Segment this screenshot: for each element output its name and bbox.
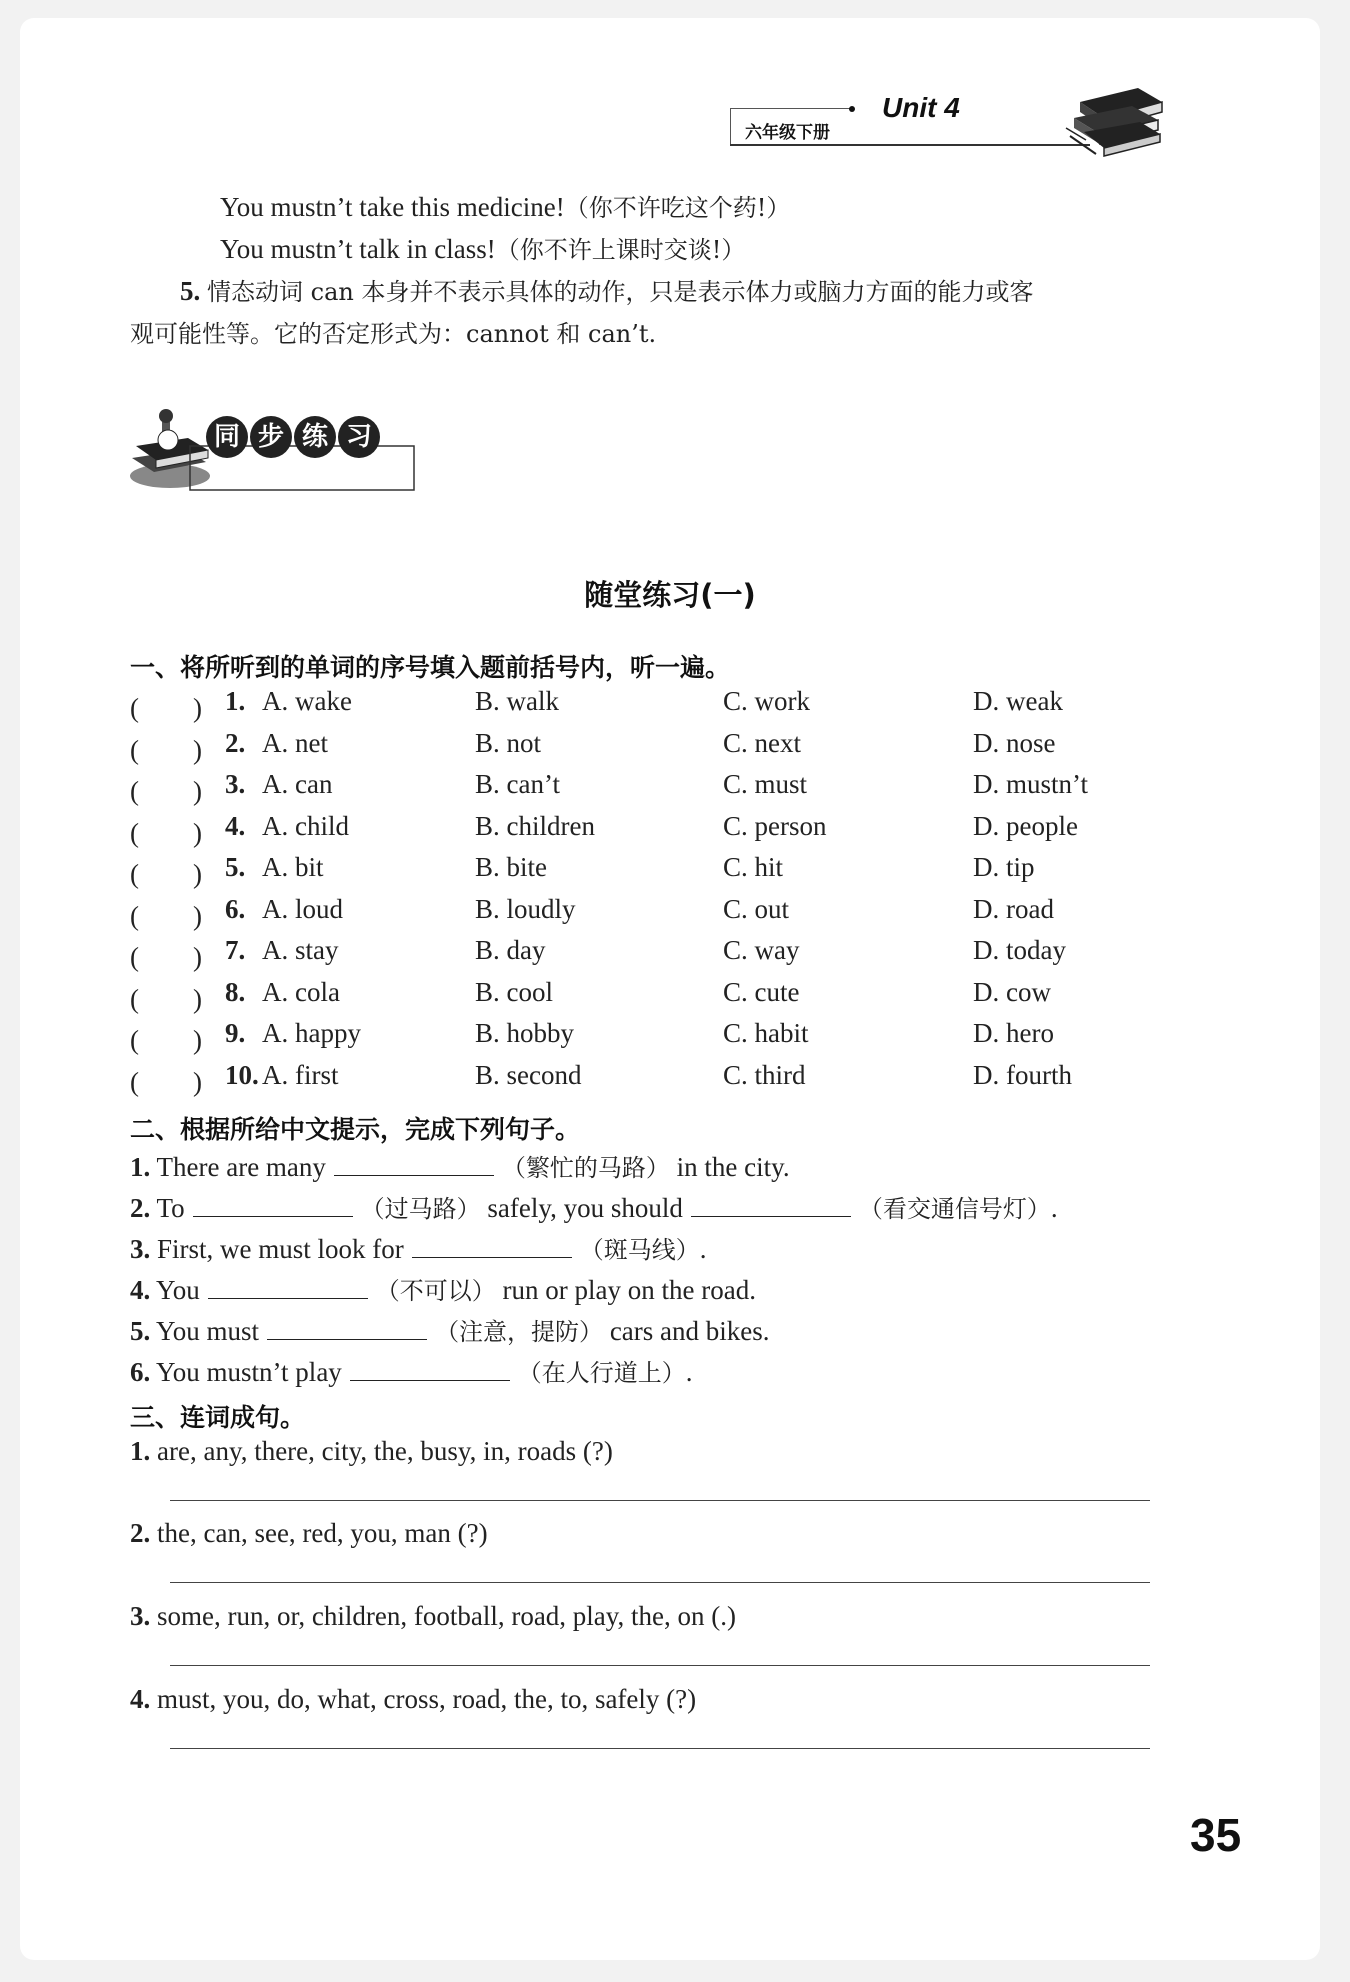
option-a: A. bit [262,852,324,882]
option-b: B. hobby [475,1018,575,1048]
grammar-point-5 [180,272,1033,307]
answer-paren[interactable]: ( ) [130,900,202,931]
answer-line[interactable] [170,1500,1150,1501]
option-d: D. cow [973,976,1051,1007]
reorder-item-3 [130,1601,736,1632]
reorder-item-2 [130,1518,488,1549]
fill-hint: （斑马线） [579,1236,700,1264]
fill-hint: （过马路） [360,1195,481,1223]
option-b: B. day [475,935,546,965]
option-b: B. not [475,727,542,758]
fill-item-text: You must [156,1316,260,1346]
item-number: 6. [225,893,246,924]
option-a: A. loud [262,893,343,924]
answer-paren[interactable]: ( ) [130,776,202,806]
option-a: A. cola [262,976,340,1007]
answer-paren[interactable]: ( ) [130,859,202,889]
option-a: A. net [262,727,328,758]
option-c: C. must [723,769,808,799]
item-number: 4. [225,810,246,841]
workbook-page [20,18,1320,1960]
answer-paren[interactable]: ( ) [130,942,202,972]
fill-item-5 [130,1312,770,1347]
reorder-item-number: 3. [130,1601,151,1631]
page-number: 35 [1190,1809,1242,1861]
intro-line-1-cn: （你不许吃这个药!） [564,194,791,222]
unit-title: Unit 4 [882,92,960,123]
option-c: C. hit [723,852,784,882]
fill-blank[interactable] [193,1194,353,1217]
option-a: A. first [262,1059,339,1090]
answer-paren[interactable]: ( ) [130,1066,202,1097]
answer-paren[interactable]: ( ) [130,1025,202,1055]
option-a: A. wake [262,686,352,716]
section-title: 随堂练习(一) [584,578,756,612]
fill-hint: （繁忙的马路） [501,1154,670,1182]
fill-item-3 [130,1230,707,1265]
fill-item-text: . [699,1234,707,1264]
intro-line-1-en: You mustn’t take this medicine! [220,192,565,222]
header-rule-bottom [730,144,1090,146]
option-c: C. way [723,935,800,965]
item-number: 10. [225,1059,259,1090]
fill-item-number: 4. [130,1275,151,1305]
fill-item-text: You [156,1275,200,1305]
fill-item-number: 2. [130,1193,151,1223]
item-number: 3. [225,769,246,799]
banner-char-2: 步 [250,416,292,458]
option-c: C. out [723,893,790,924]
item-number: 2. [225,727,246,758]
option-d: D. tip [973,852,1035,882]
fill-blank[interactable] [412,1235,572,1258]
answer-paren[interactable]: ( ) [130,693,202,723]
answer-paren[interactable]: ( ) [130,734,202,765]
option-c: C. habit [723,1018,809,1048]
reorder-item-number: 2. [130,1518,151,1548]
fill-blank[interactable] [350,1358,510,1381]
fill-hint: （看交通信号灯） [858,1195,1051,1223]
option-a: A. child [262,810,349,841]
part1-heading: 一、将所听到的单词的序号填入题前括号内，听一遍。 [130,653,731,682]
option-b: B. second [475,1059,582,1090]
item-number: 9. [225,1018,246,1048]
intro-line-2-cn: （你不许上课时交谈!） [495,236,746,264]
option-d: D. hero [973,1018,1054,1048]
grammar-point-number: 5. [180,276,201,306]
part2-heading: 二、根据所给中文提示，完成下列句子。 [130,1115,581,1144]
option-d: D. fourth [973,1059,1072,1090]
option-d: D. road [973,893,1054,924]
option-c: C. cute [723,976,800,1007]
intro-line-1 [220,188,790,223]
fill-item-text: . [685,1357,693,1387]
answer-line[interactable] [170,1748,1150,1749]
item-number: 8. [225,976,246,1007]
fill-hint: （不可以） [375,1277,496,1305]
answer-line[interactable] [170,1665,1150,1666]
fill-blank[interactable] [208,1276,368,1299]
option-a: A. stay [262,935,339,965]
item-number: 5. [225,852,246,882]
grade-label: 六年级下册 [745,123,830,143]
answer-line[interactable] [170,1582,1150,1583]
fill-item-number: 5. [130,1316,151,1346]
answer-paren[interactable]: ( ) [130,817,202,848]
fill-item-text: in the city. [676,1152,790,1182]
header-rule-top [730,108,850,109]
banner-char-4: 习 [338,416,380,458]
banner-char-3: 练 [294,416,336,458]
option-b: B. children [475,810,595,841]
part3-heading: 三、连词成句。 [130,1403,306,1432]
option-a: A. happy [262,1018,361,1048]
item-number: 1. [225,686,246,716]
fill-item-text: . [1050,1193,1058,1223]
option-d: D. mustn’t [973,769,1089,799]
option-d: D. nose [973,727,1056,758]
reorder-item-words: are, any, there, city, the, busy, in, roads (?) [157,1436,613,1466]
option-c: C. next [723,727,801,758]
option-c: C. person [723,810,827,841]
fill-item-text: First, we must look for [157,1234,404,1264]
fill-blank[interactable] [267,1317,427,1340]
intro-line-2-en: You mustn’t talk in class! [220,234,496,264]
fill-item-text: run or play on the road. [502,1275,756,1305]
banner-title [206,416,380,458]
fill-item-text: cars and bikes. [609,1316,770,1346]
header-rule-left [730,108,731,144]
option-b: B. bite [475,852,547,882]
fill-hint: （在人行道上） [517,1359,686,1387]
item-number: 7. [225,935,246,965]
fill-hint: （注意，提防） [435,1318,604,1346]
fill-item-text: safely, you should [487,1193,683,1223]
fill-blank[interactable] [691,1194,851,1217]
fill-item-6 [130,1353,693,1388]
grammar-point-text-b: 观可能性等。它的否定形式为：cannot 和 can’t. [130,320,657,348]
reorder-item-4 [130,1684,696,1715]
reorder-item-words: the, can, see, red, you, man (?) [157,1518,488,1548]
reorder-item-1 [130,1436,613,1467]
fill-blank[interactable] [334,1153,494,1176]
intro-line-2 [220,230,745,265]
fill-item-number: 3. [130,1234,151,1264]
reorder-item-words: some, run, or, children, football, road, play, the, on (.) [157,1601,737,1631]
fill-item-text: There are many [156,1152,326,1182]
fill-item-4 [130,1271,756,1306]
option-d: D. people [973,810,1078,841]
banner-char-1: 同 [206,416,248,458]
option-b: B. loudly [475,893,576,924]
option-b: B. cool [475,976,553,1007]
fill-item-text: You mustn’t play [156,1357,342,1387]
books-icon [1060,80,1170,165]
option-b: B. can’t [475,769,560,799]
fill-item-number: 1. [130,1152,151,1182]
fill-item-2 [130,1189,1058,1224]
reorder-item-number: 1. [130,1436,151,1466]
option-a: A. can [262,769,333,799]
option-c: C. third [723,1059,806,1090]
reorder-item-number: 4. [130,1684,151,1714]
reorder-item-words: must, you, do, what, cross, road, the, to, safely (?) [157,1684,697,1714]
option-c: C. work [723,686,810,716]
fill-item-text: To [156,1193,185,1223]
answer-paren[interactable]: ( ) [130,983,202,1014]
option-b: B. walk [475,686,559,716]
option-d: D. weak [973,686,1063,716]
option-d: D. today [973,935,1066,965]
header-dot [849,106,855,112]
fill-item-number: 6. [130,1357,151,1387]
fill-item-1 [130,1148,790,1183]
grammar-point-text-a: 情态动词 can 本身并不表示具体的动作，只是表示体力或脑力方面的能力或客 [207,278,1034,306]
